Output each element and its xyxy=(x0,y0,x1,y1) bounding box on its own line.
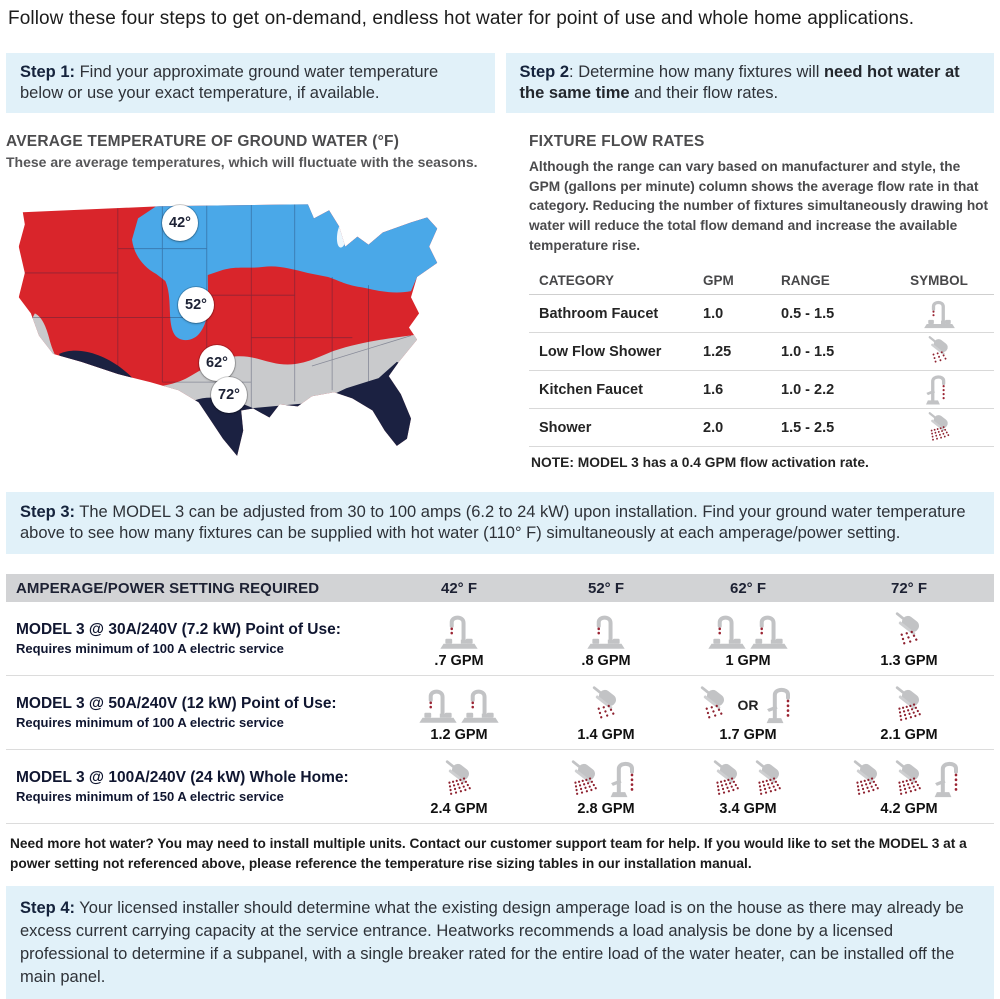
amperage-cell xyxy=(824,681,994,743)
amperage-row-title xyxy=(6,620,378,655)
temp-badge-72: 72° xyxy=(211,377,247,413)
more-hot-water-note: Need more hot water? You may need to install multiple units. Contact our customer support team for help. If you would like to set the MODEL 3 at a power setting not referenced above, please reference the temperature rise sizing tables in our installation manual. xyxy=(10,836,967,872)
amperage-table-header xyxy=(6,574,994,602)
fixture-col-gpm: GPM xyxy=(703,273,734,289)
step4-label: Step 4: xyxy=(20,899,76,918)
fixture-col-range: RANGE xyxy=(781,273,830,289)
amperage-cell xyxy=(672,607,824,669)
gpm-value: 1.7 GPM xyxy=(719,726,777,743)
low-flow-shower-icon xyxy=(586,685,626,725)
step-boxes xyxy=(6,53,994,113)
bathroom-faucet-icon xyxy=(586,611,626,651)
fixture-category: Bathroom Faucet xyxy=(539,305,659,322)
fixture-flow-section xyxy=(529,133,994,470)
amperage-cell xyxy=(378,607,540,669)
model-setting-title: MODEL 3 @ 100A/240V (24 kW) Whole Home: xyxy=(16,769,349,787)
amperage-row-100a xyxy=(6,750,994,824)
fixture-symbol xyxy=(893,335,985,368)
bathroom-faucet-icon xyxy=(460,685,500,725)
amperage-cell xyxy=(824,607,994,669)
step2-text-bold: need hot water at the same time xyxy=(519,63,960,103)
map-zone-72-gulf xyxy=(249,403,318,439)
intro-text: Follow these four steps to get on-demand, endless hot water for point of use and whole home applications. xyxy=(8,8,915,29)
fixture-table xyxy=(529,267,994,447)
amperage-cell xyxy=(672,681,824,743)
step1-label: Step 1: xyxy=(20,63,76,82)
fixture-title: FIXTURE FLOW RATES xyxy=(529,133,705,151)
model-setting-title: MODEL 3 @ 50A/240V (12 kW) Point of Use: xyxy=(16,695,337,713)
amperage-col-52f: 52° F xyxy=(587,579,624,597)
shower-icon xyxy=(847,759,887,799)
amperage-table xyxy=(6,574,994,824)
fixture-range: 1.0 - 2.2 xyxy=(781,381,835,398)
fixture-gpm: 1.6 xyxy=(703,381,724,398)
gpm-value: 2.8 GPM xyxy=(577,800,635,817)
fixture-symbol xyxy=(893,373,985,406)
model-setting-subtitle: Requires minimum of 100 A electric service xyxy=(16,640,284,656)
amperage-header-label: AMPERAGE/POWER SETTING REQUIRED xyxy=(16,579,320,597)
amperage-cell xyxy=(540,681,672,743)
fixture-row xyxy=(529,295,994,333)
shower-icon xyxy=(707,759,747,799)
fixture-gpm: 1.25 xyxy=(703,343,732,360)
step1-text: Find your approximate ground water temperature below or use your exact temperature, if available. xyxy=(20,63,439,103)
model-setting-subtitle: Requires minimum of 100 A electric service xyxy=(16,714,284,730)
low-flow-shower-icon xyxy=(923,335,956,368)
map-subtitle: These are average temperatures, which will fluctuate with the seasons. xyxy=(6,154,478,171)
kitchen-faucet-icon xyxy=(763,685,803,725)
bathroom-faucet-icon xyxy=(418,685,458,725)
us-map-svg xyxy=(8,184,446,462)
fixture-col-category: CATEGORY xyxy=(539,273,615,289)
fixture-symbol xyxy=(893,297,985,330)
fixture-category: Shower xyxy=(539,419,592,436)
middle-columns xyxy=(6,133,994,470)
step3-text: The MODEL 3 can be adjusted from 30 to 100 amps (6.2 to 24 kW) upon installation. Find your ground water temperature above to see how many fixtures can be supplied with hot water (110° F) simultaneously at each amperage/power setting. xyxy=(20,503,966,543)
kitchen-faucet-icon xyxy=(607,759,647,799)
step4-text: Your licensed installer should determine what the existing design amperage load is on the house as there may already be excess current carrying capacity at the service entrance. Heatworks recommends a load analysis be done by a licensed professional to determine if a subpanel, with a single breaker rated for the entire load of the water heater, can be installed off the main panel. xyxy=(20,899,964,986)
temp-badge-42: 42° xyxy=(162,205,198,241)
temp-badge-52: 52° xyxy=(178,287,214,323)
gpm-value: 4.2 GPM xyxy=(880,800,938,817)
step2-text-pre: : Determine how many fixtures will xyxy=(569,63,824,82)
fixture-category: Kitchen Faucet xyxy=(539,381,643,398)
fixture-table-header xyxy=(529,267,994,295)
step2-box xyxy=(506,53,995,113)
step4-box xyxy=(6,886,994,999)
fixture-gpm: 2.0 xyxy=(703,419,724,436)
kitchen-faucet-icon xyxy=(923,373,956,406)
bathroom-faucet-icon xyxy=(707,611,747,651)
gpm-value: 2.4 GPM xyxy=(430,800,488,817)
step3-box xyxy=(6,492,994,554)
gpm-value: 1.2 GPM xyxy=(430,726,488,743)
amperage-row-30a xyxy=(6,602,994,676)
gpm-value: 2.1 GPM xyxy=(880,726,938,743)
step3-label: Step 3: xyxy=(20,503,76,522)
fixture-gpm: 1.0 xyxy=(703,305,724,322)
amperage-row-50a xyxy=(6,676,994,750)
amperage-cell xyxy=(540,607,672,669)
gpm-value: 1 GPM xyxy=(725,652,771,669)
shower-icon xyxy=(889,685,929,725)
amperage-col-42f: 42° F xyxy=(440,579,477,597)
low-flow-shower-icon xyxy=(694,685,734,725)
amperage-col-62f: 62° F xyxy=(729,579,766,597)
step2-label: Step 2 xyxy=(519,63,570,82)
shower-icon xyxy=(749,759,789,799)
gpm-value: .8 GPM xyxy=(581,652,631,669)
shower-icon xyxy=(923,411,956,444)
fixture-description: Although the range can vary based on manufacturer and style, the GPM (gallons per minute) column shows the average flow rate in that category. Reducing the number of fixtures simultaneously drawing hot water will reduce the total flow demand and increase the available temperature rise. xyxy=(529,159,989,253)
bathroom-faucet-icon xyxy=(923,297,956,330)
gpm-value: 1.3 GPM xyxy=(880,652,938,669)
model-setting-title: MODEL 3 @ 30A/240V (7.2 kW) Point of Use: xyxy=(16,621,341,639)
temp-badge-62: 62° xyxy=(199,345,235,381)
fixture-symbol xyxy=(893,411,985,444)
fixture-row xyxy=(529,409,994,447)
amperage-col-72f: 72° F xyxy=(890,579,927,597)
low-flow-shower-icon xyxy=(889,611,929,651)
model-setting-subtitle: Requires minimum of 150 A electric service xyxy=(16,788,284,804)
bathroom-faucet-icon xyxy=(749,611,789,651)
fixture-range: 1.0 - 1.5 xyxy=(781,343,835,360)
gpm-value: 3.4 GPM xyxy=(719,800,777,817)
amperage-cell xyxy=(824,755,994,817)
fixture-row xyxy=(529,371,994,409)
gpm-value: .7 GPM xyxy=(434,652,484,669)
kitchen-faucet-icon xyxy=(931,759,971,799)
amperage-cell xyxy=(378,681,540,743)
fixture-col-symbol: SYMBOL xyxy=(910,273,968,289)
bathroom-faucet-icon xyxy=(439,611,479,651)
fixture-row xyxy=(529,333,994,371)
step2-text-post: and their flow rates. xyxy=(629,84,779,103)
amperage-cell xyxy=(540,755,672,817)
or-label: OR xyxy=(737,696,759,713)
fixture-range: 0.5 - 1.5 xyxy=(781,305,835,322)
amperage-row-title xyxy=(6,768,378,803)
gpm-value: 1.4 GPM xyxy=(577,726,635,743)
map-title: AVERAGE TEMPERATURE OF GROUND WATER (°F) xyxy=(6,133,400,151)
step1-box xyxy=(6,53,495,113)
fixture-range: 1.5 - 2.5 xyxy=(781,419,835,436)
shower-icon xyxy=(565,759,605,799)
ground-water-map-section xyxy=(6,133,511,470)
amperage-cell xyxy=(672,755,824,817)
fixture-category: Low Flow Shower xyxy=(539,343,662,360)
shower-icon xyxy=(889,759,929,799)
fixture-note: NOTE: MODEL 3 has a 0.4 GPM flow activation rate. xyxy=(531,455,869,471)
us-temperature-map xyxy=(8,184,446,462)
amperage-row-title xyxy=(6,694,378,729)
shower-icon xyxy=(439,759,479,799)
amperage-cell xyxy=(378,755,540,817)
